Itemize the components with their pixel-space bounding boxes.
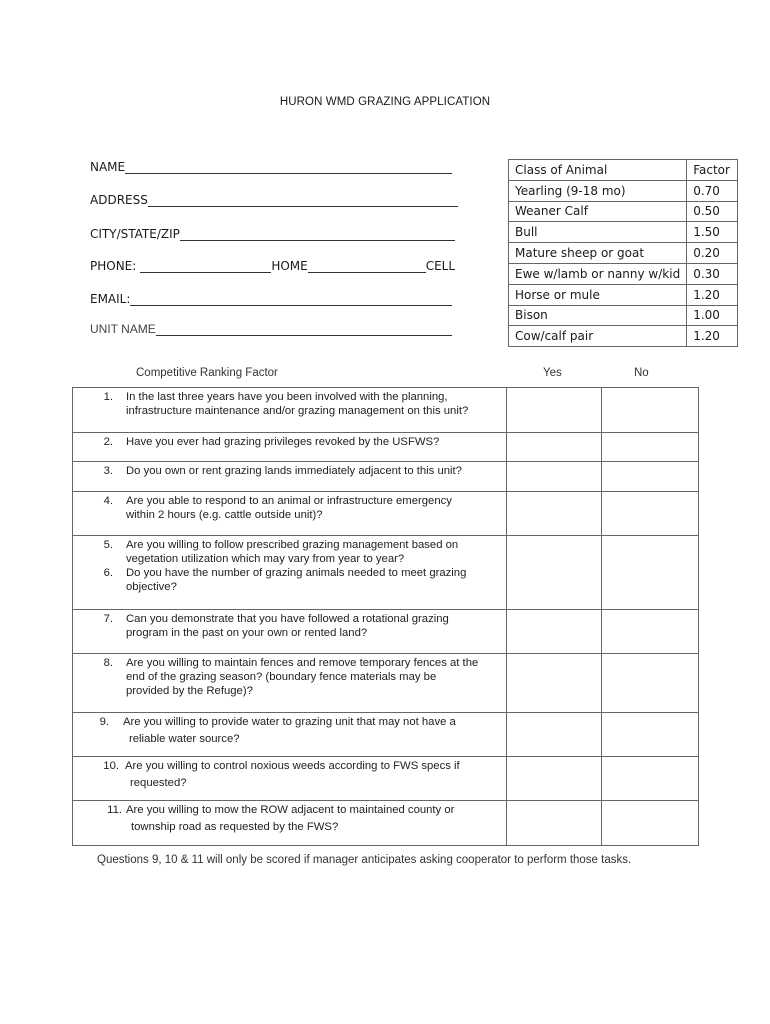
column-header: Factor [687, 160, 738, 181]
no-answer-cell[interactable] [602, 433, 699, 462]
animal-factor-table [508, 159, 738, 347]
question-text: Do you own or rent grazing lands immediately adjacent to this unit? [126, 465, 462, 477]
yes-answer-cell[interactable] [507, 462, 602, 492]
question-6 [73, 566, 506, 594]
column-header: Class of Animal [509, 160, 687, 181]
animal-factor: 0.70 [687, 180, 738, 201]
animal-class: Horse or mule [509, 284, 687, 305]
question-text: Are you willing to maintain fences and remove temporary fences at the [126, 657, 479, 669]
yes-answer-cell[interactable] [507, 433, 602, 462]
yes-answer-cell[interactable] [507, 536, 602, 610]
question-text: Have you ever had grazing privileges revoked by the USFWS? [126, 436, 440, 448]
question-text: program in the past on your own or rented land? [126, 627, 368, 639]
animal-class: Bull [509, 222, 687, 243]
yes-answer-cell[interactable] [507, 610, 602, 654]
table-row [509, 222, 738, 243]
question-3 [73, 462, 506, 478]
question-text: Are you willing to control noxious weeds according to FWS specs if [125, 760, 460, 772]
address-field[interactable] [90, 193, 458, 207]
name-label: NAME [90, 160, 126, 174]
yes-answer-cell[interactable] [507, 492, 602, 536]
question-4 [73, 492, 506, 522]
address-label: ADDRESS [90, 193, 148, 207]
table-row [73, 654, 699, 713]
animal-factor: 0.50 [687, 201, 738, 222]
no-answer-cell[interactable] [602, 536, 699, 610]
animal-factor: 0.20 [687, 243, 738, 264]
city-state-zip-label: CITY/STATE/ZIP [90, 227, 180, 241]
question-cell [73, 536, 507, 610]
yes-answer-cell[interactable] [507, 654, 602, 713]
animal-class: Cow/calf pair [509, 326, 687, 347]
question-11 [73, 801, 506, 836]
question-text: Are you willing to mow the ROW adjacent to maintained county or [126, 804, 455, 816]
animal-class: Yearling (9-18 mo) [509, 180, 687, 201]
question-number: 8. [103, 657, 113, 669]
question-number: 3. [103, 465, 113, 477]
question-9 [73, 713, 506, 748]
no-answer-cell[interactable] [602, 713, 699, 757]
question-cell [73, 388, 507, 433]
animal-factor: 1.00 [687, 305, 738, 326]
animal-class: Weaner Calf [509, 201, 687, 222]
no-answer-cell[interactable] [602, 757, 699, 801]
unit-name-field[interactable] [90, 322, 452, 336]
footnote: Questions 9, 10 & 11 will only be scored if manager anticipates asking cooperator to perform those tasks. [97, 854, 632, 866]
question-number: 2. [103, 436, 113, 448]
yes-answer-cell[interactable] [507, 713, 602, 757]
email-label: EMAIL: [90, 292, 131, 306]
question-number: 5. [103, 539, 113, 551]
table-row [509, 284, 738, 305]
question-cell [73, 433, 507, 462]
table-row [509, 263, 738, 284]
no-answer-cell[interactable] [602, 654, 699, 713]
question-text: objective? [126, 581, 177, 593]
ranking-heading: Competitive Ranking Factor [136, 367, 278, 379]
question-number: 7. [103, 613, 113, 625]
question-text: requested? [130, 777, 187, 789]
question-text: within 2 hours (e.g. cattle outside unit)? [126, 509, 323, 521]
question-2 [73, 433, 506, 449]
animal-factor: 1.20 [687, 326, 738, 347]
question-text: Are you willing to follow prescribed grazing management based on [126, 539, 459, 551]
question-cell [73, 462, 507, 492]
name-field[interactable] [90, 160, 452, 174]
question-text: reliable water source? [129, 733, 240, 745]
question-text: vegetation utilization which may vary from year to year? [126, 553, 405, 565]
animal-class: Bison [509, 305, 687, 326]
table-row [509, 201, 738, 222]
no-answer-cell[interactable] [602, 610, 699, 654]
table-row [73, 433, 699, 462]
table-row [73, 757, 699, 801]
question-cell [73, 610, 507, 654]
animal-class: Ewe w/lamb or nanny w/kid [509, 263, 687, 284]
table-row [509, 326, 738, 347]
table-header-row [509, 160, 738, 181]
question-text: township road as requested by the FWS? [131, 821, 339, 833]
cell-label: CELL [425, 259, 456, 273]
question-cell [73, 713, 507, 757]
no-answer-cell[interactable] [602, 462, 699, 492]
no-answer-cell[interactable] [602, 492, 699, 536]
question-1 [73, 388, 506, 418]
question-cell [73, 492, 507, 536]
email-field[interactable] [90, 292, 452, 306]
home-label: HOME [271, 259, 308, 273]
question-text: infrastructure maintenance and/or grazing management on this unit? [126, 405, 469, 417]
unit-name-label: UNIT NAME [90, 322, 156, 336]
table-row [73, 492, 699, 536]
question-cell [73, 757, 507, 801]
ranking-table [72, 387, 699, 846]
yes-answer-cell[interactable] [507, 801, 602, 846]
question-text: Can you demonstrate that you have followed a rotational grazing [126, 613, 449, 625]
question-cell [73, 801, 507, 846]
question-cell [73, 654, 507, 713]
question-text: Are you willing to provide water to grazing unit that may not have a [123, 716, 456, 728]
table-row [73, 801, 699, 846]
table-row [509, 305, 738, 326]
table-row [73, 462, 699, 492]
table-row [73, 610, 699, 654]
question-number: 1. [103, 391, 113, 403]
question-7 [73, 610, 506, 640]
question-number: 4. [103, 495, 113, 507]
table-row [73, 388, 699, 433]
no-answer-cell[interactable] [602, 388, 699, 433]
question-text: Are you able to respond to an animal or infrastructure emergency [126, 495, 452, 507]
animal-factor: 1.20 [687, 284, 738, 305]
question-8 [73, 654, 506, 698]
no-answer-cell[interactable] [602, 801, 699, 846]
no-column-header: No [634, 367, 649, 379]
table-row [73, 713, 699, 757]
page-title: HURON WMD GRAZING APPLICATION [279, 96, 491, 108]
question-text: In the last three years have you been involved with the planning, [126, 391, 448, 403]
yes-answer-cell[interactable] [507, 757, 602, 801]
table-row [509, 243, 738, 264]
question-text: Do you have the number of grazing animals needed to meet grazing [126, 567, 467, 579]
animal-factor: 0.30 [687, 263, 738, 284]
table-row [509, 180, 738, 201]
question-10 [73, 757, 506, 792]
question-5 [73, 536, 506, 566]
question-number: 9. [99, 716, 109, 728]
question-text: end of the grazing season? (boundary fence materials may be [126, 671, 437, 683]
question-number: 6. [103, 567, 113, 579]
phone-label: PHONE: [90, 259, 137, 273]
phone-field[interactable] [90, 259, 455, 273]
table-row [73, 536, 699, 610]
yes-column-header: Yes [543, 367, 562, 379]
city-state-zip-field[interactable] [90, 227, 455, 241]
animal-class: Mature sheep or goat [509, 243, 687, 264]
question-number: 11. [107, 804, 122, 816]
question-text: provided by the Refuge)? [126, 685, 253, 697]
question-number: 10. [103, 760, 119, 772]
animal-factor: 1.50 [687, 222, 738, 243]
yes-answer-cell[interactable] [507, 388, 602, 433]
